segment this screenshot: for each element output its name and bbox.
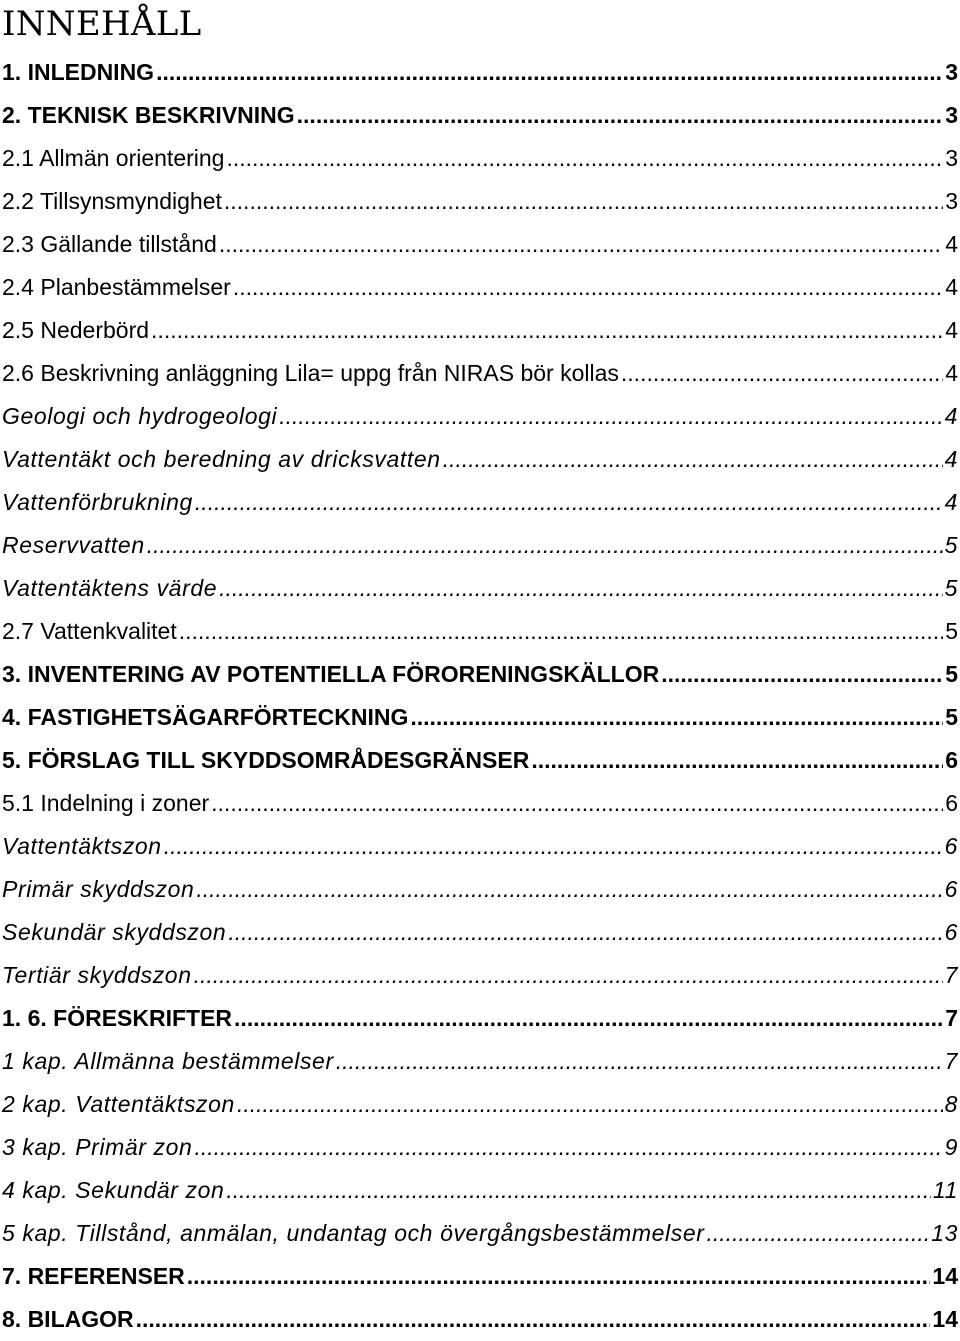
toc-entry-label: 2 kap. Vattentäktszon xyxy=(2,1091,235,1117)
toc-entry-label: 2.6 Beskrivning anläggning Lila= uppg från NIRAS bör kollas xyxy=(2,360,619,386)
toc-entry-page-number: 5 xyxy=(945,661,958,687)
toc-entry[interactable] xyxy=(0,180,960,223)
toc-entry-page-number: 5 xyxy=(944,532,958,558)
toc-entry-page-number: 5 xyxy=(945,704,958,730)
toc-dot-leader xyxy=(179,610,943,653)
toc-entry-label: 2. TEKNISK BESKRIVNING xyxy=(2,102,295,128)
toc-entry-page-number: 6 xyxy=(944,876,958,902)
toc-entry-page-number: 4 xyxy=(944,403,958,429)
toc-entry-label: Vattentäktens värde xyxy=(2,575,218,601)
toc-entry-page-number: 4 xyxy=(944,489,958,515)
toc-dot-leader xyxy=(621,352,943,395)
toc-entry-label: 5 kap. Tillstånd, anmälan, undantag och övergångsbestämmelser xyxy=(2,1220,705,1246)
toc-entry-label: Geologi och hydrogeologi xyxy=(2,403,278,429)
toc-dot-leader xyxy=(531,739,943,782)
toc-dot-leader xyxy=(187,1255,931,1298)
toc-dot-leader xyxy=(410,696,943,739)
toc-entry[interactable] xyxy=(0,1169,960,1212)
toc-dot-leader xyxy=(211,782,943,825)
toc-dot-leader xyxy=(219,567,942,610)
toc-dot-leader xyxy=(151,309,943,352)
toc-entry-label: Vattenförbrukning xyxy=(2,489,193,515)
toc-title: INNEHÅLL xyxy=(2,4,202,44)
toc-entry[interactable] xyxy=(0,782,960,825)
toc-entry[interactable] xyxy=(0,438,960,481)
toc-entry-label: 2.1 Allmän orientering xyxy=(2,145,225,171)
toc-entry[interactable] xyxy=(0,868,960,911)
toc-entry[interactable] xyxy=(0,223,960,266)
toc-entry-page-number: 14 xyxy=(932,1306,958,1332)
toc-entry-label: 5. FÖRSLAG TILL SKYDDSOMRÅDESGRÄNSER xyxy=(2,747,530,773)
toc-entry[interactable] xyxy=(0,911,960,954)
toc-entry[interactable] xyxy=(0,954,960,997)
toc-dot-leader xyxy=(336,1040,943,1083)
toc-entry-page-number: 9 xyxy=(944,1134,958,1160)
toc-entry[interactable] xyxy=(0,266,960,309)
toc-dot-leader xyxy=(147,524,943,567)
toc-entry-label: 1. 6. FÖRESKRIFTER xyxy=(2,1005,233,1031)
toc-entry-label: 2.2 Tillsynsmyndighet xyxy=(2,188,222,214)
toc-entry[interactable] xyxy=(0,1212,960,1255)
toc-dot-leader xyxy=(195,481,943,524)
toc-entry[interactable] xyxy=(0,1040,960,1083)
toc-dot-leader xyxy=(156,51,943,94)
toc-dot-leader xyxy=(233,266,943,309)
toc-entry-page-number: 5 xyxy=(945,618,958,644)
toc-dot-leader xyxy=(707,1212,930,1255)
toc-entry-page-number: 11 xyxy=(932,1177,958,1203)
toc-entry-label: 4. FASTIGHETSÄGARFÖRTECKNING xyxy=(2,704,409,730)
toc-entry-page-number: 3 xyxy=(945,59,958,85)
toc-list xyxy=(0,51,960,1341)
toc-entry-label: Reservvatten xyxy=(2,532,145,558)
toc-dot-leader xyxy=(661,653,943,696)
toc-dot-leader xyxy=(226,1169,931,1212)
toc-entry-label: 2.3 Gällande tillstånd xyxy=(2,231,217,257)
toc-entry-label: 1. INLEDNING xyxy=(2,59,155,85)
toc-entry-label: 2.4 Planbestämmelser xyxy=(2,274,231,300)
toc-dot-leader xyxy=(224,180,943,223)
toc-entry[interactable] xyxy=(0,997,960,1040)
toc-entry-label: 7. REFERENSER xyxy=(2,1263,185,1289)
toc-entry-page-number: 8 xyxy=(944,1091,958,1117)
toc-entry[interactable] xyxy=(0,352,960,395)
toc-entry-label: Tertiär skyddszon xyxy=(2,962,192,988)
toc-entry-page-number: 4 xyxy=(945,360,958,386)
toc-entry-label: 3 kap. Primär zon xyxy=(2,1134,193,1160)
toc-entry-label: Primär skyddszon xyxy=(2,876,195,902)
toc-entry-page-number: 3 xyxy=(945,188,958,214)
toc-entry-label: 3. INVENTERING AV POTENTIELLA FÖRORENINGSKÄLLOR xyxy=(2,661,660,687)
toc-entry-page-number: 5 xyxy=(944,575,958,601)
toc-entry-page-number: 6 xyxy=(944,833,958,859)
toc-dot-leader xyxy=(219,223,943,266)
toc-entry-page-number: 13 xyxy=(931,1220,958,1246)
toc-dot-leader xyxy=(297,94,944,137)
toc-dot-leader xyxy=(194,1126,942,1169)
toc-entry-label: Vattentäkt och beredning av dricksvatten xyxy=(2,446,441,472)
toc-dot-leader xyxy=(279,395,942,438)
toc-entry-page-number: 4 xyxy=(945,231,958,257)
toc-dot-leader xyxy=(228,911,942,954)
toc-entry-page-number: 7 xyxy=(944,962,958,988)
toc-dot-leader xyxy=(196,868,942,911)
toc-entry-page-number: 4 xyxy=(945,274,958,300)
toc-entry-label: 1 kap. Allmänna bestämmelser xyxy=(2,1048,334,1074)
toc-entry-label: 4 kap. Sekundär zon xyxy=(2,1177,225,1203)
toc-entry[interactable] xyxy=(0,51,960,94)
toc-entry-page-number: 7 xyxy=(944,1048,958,1074)
toc-entry[interactable] xyxy=(0,696,960,739)
toc-entry-page-number: 4 xyxy=(945,317,958,343)
toc-entry[interactable] xyxy=(0,653,960,696)
toc-entry[interactable] xyxy=(0,309,960,352)
toc-dot-leader xyxy=(443,438,943,481)
toc-entry-label: 2.7 Vattenkvalitet xyxy=(2,618,177,644)
toc-entry[interactable] xyxy=(0,395,960,438)
toc-entry[interactable] xyxy=(0,739,960,782)
toc-dot-leader xyxy=(237,1083,943,1126)
toc-entry-label: Vattentäktszon xyxy=(2,833,162,859)
toc-dot-leader xyxy=(194,954,943,997)
toc-entry[interactable] xyxy=(0,1126,960,1169)
toc-entry-label: 8. BILAGOR xyxy=(2,1306,134,1332)
toc-entry-page-number: 6 xyxy=(945,790,958,816)
toc-entry-label: 5.1 Indelning i zoner xyxy=(2,790,210,816)
toc-entry[interactable] xyxy=(0,524,960,567)
toc-dot-leader xyxy=(164,825,943,868)
toc-entry-label: 2.5 Nederbörd xyxy=(2,317,150,343)
toc-entry[interactable] xyxy=(0,481,960,524)
toc-entry-label: Sekundär skyddszon xyxy=(2,919,227,945)
toc-entry-page-number: 6 xyxy=(944,919,958,945)
toc-entry-page-number: 4 xyxy=(944,446,958,472)
toc-entry-page-number: 3 xyxy=(945,145,958,171)
toc-entry[interactable] xyxy=(0,567,960,610)
toc-entry[interactable] xyxy=(0,137,960,180)
toc-entry-page-number: 3 xyxy=(945,102,958,128)
toc-entry[interactable] xyxy=(0,1083,960,1126)
toc-entry-page-number: 14 xyxy=(932,1263,958,1289)
toc-entry[interactable] xyxy=(0,94,960,137)
toc-dot-leader xyxy=(234,997,943,1040)
toc-entry[interactable] xyxy=(0,1255,960,1298)
toc-entry[interactable] xyxy=(0,610,960,653)
toc-entry-page-number: 6 xyxy=(945,747,958,773)
toc-entry[interactable] xyxy=(0,825,960,868)
toc-dot-leader xyxy=(226,137,943,180)
toc-entry-page-number: 7 xyxy=(945,1005,958,1031)
